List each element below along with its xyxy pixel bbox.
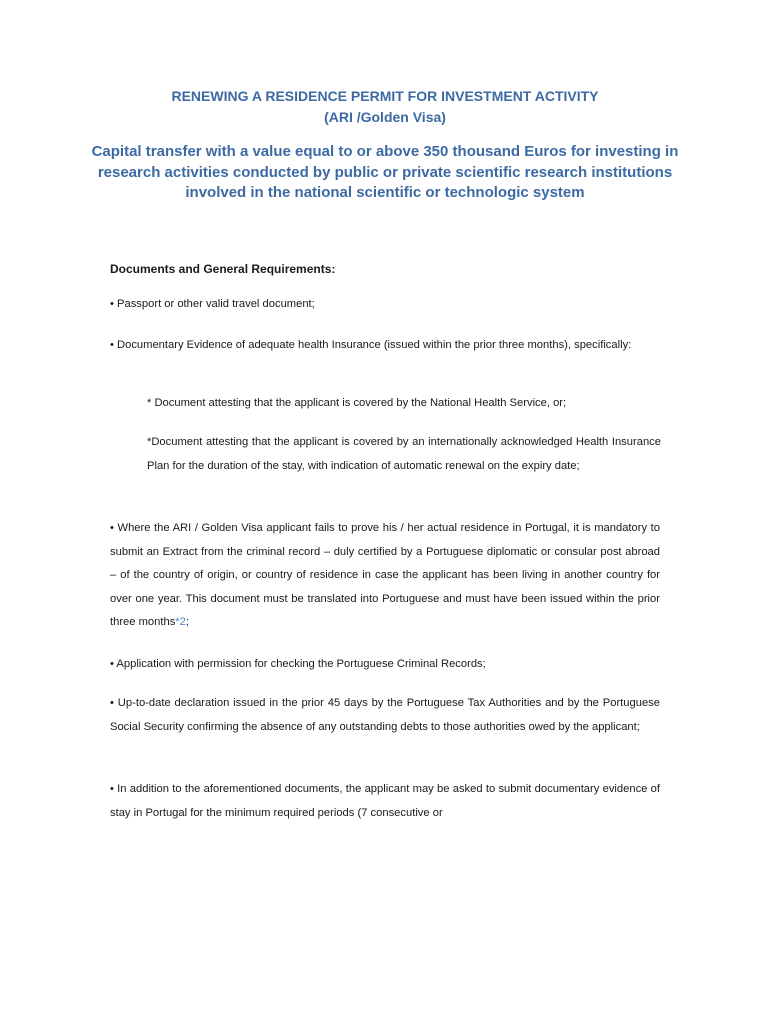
health-insurance-option-1: * Document attesting that the applicant is covered by the National Health Service, or; [147, 397, 567, 409]
section-heading: Documents and General Requirements: [110, 262, 336, 276]
document-title-line2: (ARI /Golden Visa) [324, 109, 446, 125]
requirement-tax-declaration: • Up-to-date declaration issued in the prior 45 days by the Portuguese Tax Authorities and by the Portuguese Social Security confirming the absence of any outstanding debts to those authorities owed by the applicant; [110, 697, 660, 733]
requirement-passport: • Passport or other valid travel document; [110, 298, 315, 310]
criminal-record-text: • Where the ARI / Golden Visa applicant fails to prove his / her actual residence in Portugal, it is mandatory to submit an Extract from the criminal record – duly certified by a Portuguese diplomatic or consular post abroad – of the country of origin, or country of residence in case the applicant has been living in another country for over one year. This document must be translated into Portuguese and must have been issued within the prior three months [110, 522, 660, 628]
requirement-criminal-record [110, 517, 660, 635]
document-subtitle: Capital transfer with a value equal to or above 350 thousand Euros for investing in research activities conducted by public or private scientific research institutions involved in the national scientific or technologic system [91, 143, 679, 201]
requirement-application-permission: • Application with permission for checking the Portuguese Criminal Records; [110, 658, 486, 670]
health-insurance-option-2: *Document attesting that the applicant is covered by an internationally acknowledged Health Insurance Plan for the duration of the stay, with indication of automatic renewal on the expiry date; [147, 436, 661, 472]
footnote-reference[interactable]: *2 [175, 616, 186, 628]
document-title-line1: RENEWING A RESIDENCE PERMIT FOR INVESTMENT ACTIVITY [171, 88, 599, 104]
requirement-health-insurance: • Documentary Evidence of adequate health Insurance (issued within the prior three months), specifically: [110, 339, 632, 351]
requirement-stay-evidence: • In addition to the aforementioned documents, the applicant may be asked to submit documentary evidence of stay in Portugal for the minimum required periods (7 consecutive or [110, 783, 660, 819]
criminal-record-end: ; [185, 616, 189, 628]
